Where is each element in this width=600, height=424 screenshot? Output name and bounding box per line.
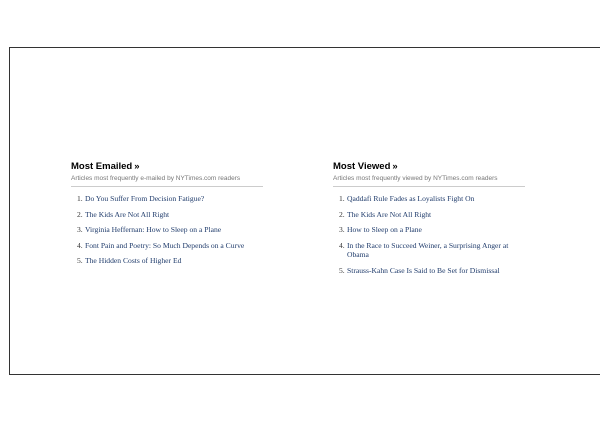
list-item [71, 210, 263, 220]
article-link[interactable]: The Hidden Costs of Higher Ed [85, 256, 182, 266]
most-viewed-list [333, 194, 525, 275]
most-viewed-module [333, 161, 525, 281]
most-emailed-list [71, 194, 263, 266]
most-viewed-arrow[interactable]: » [392, 161, 398, 172]
article-link[interactable]: Do You Suffer From Decision Fatigue? [85, 194, 205, 203]
article-link[interactable]: Font Pain and Poetry: So Much Depends on a Curve [85, 240, 245, 250]
most-emailed-arrow[interactable]: » [134, 161, 140, 172]
list-item [71, 194, 263, 204]
item-number: 1. [339, 194, 345, 203]
item-number: 4. [339, 240, 345, 250]
item-number: 1. [77, 194, 83, 203]
article-link[interactable]: The Kids Are Not All Right [85, 209, 170, 219]
list-item [333, 194, 525, 204]
list-item [333, 266, 525, 276]
article-link[interactable]: The Kids Are Not All Right [347, 209, 432, 219]
article-link[interactable]: Strauss-Kahn Case Is Said to Be Set for Dismissal [347, 265, 500, 275]
list-item [71, 241, 263, 251]
most-emailed-title[interactable]: Most Emailed [71, 161, 133, 172]
item-number: 5. [339, 265, 345, 275]
most-viewed-header[interactable] [333, 161, 525, 173]
most-viewed-subtitle: Articles most frequently viewed by NYTimes.com readers [333, 174, 525, 187]
item-number: 4. [77, 240, 83, 250]
most-emailed-module [71, 161, 263, 272]
list-item [333, 210, 525, 220]
article-link[interactable]: Qaddafi Rule Fades as Loyalists Fight On [347, 194, 475, 203]
list-item [71, 225, 263, 235]
item-number: 5. [77, 256, 83, 266]
most-emailed-header[interactable] [71, 161, 263, 173]
article-link[interactable]: How to Sleep on a Plane [347, 225, 422, 235]
list-item [333, 225, 525, 235]
item-number: 3. [339, 225, 345, 235]
item-number: 3. [77, 225, 83, 235]
list-item [71, 256, 263, 266]
article-link[interactable]: Virginia Heffernan: How to Sleep on a Plane [85, 225, 222, 235]
item-number: 2. [77, 209, 83, 219]
item-number: 2. [339, 209, 345, 219]
most-viewed-title[interactable]: Most Viewed [333, 161, 391, 172]
list-item [333, 241, 525, 260]
article-link[interactable]: In the Race to Succeed Weiner, a Surprising Anger at Obama [347, 240, 509, 260]
most-emailed-subtitle: Articles most frequently e-mailed by NYTimes.com readers [71, 174, 263, 187]
